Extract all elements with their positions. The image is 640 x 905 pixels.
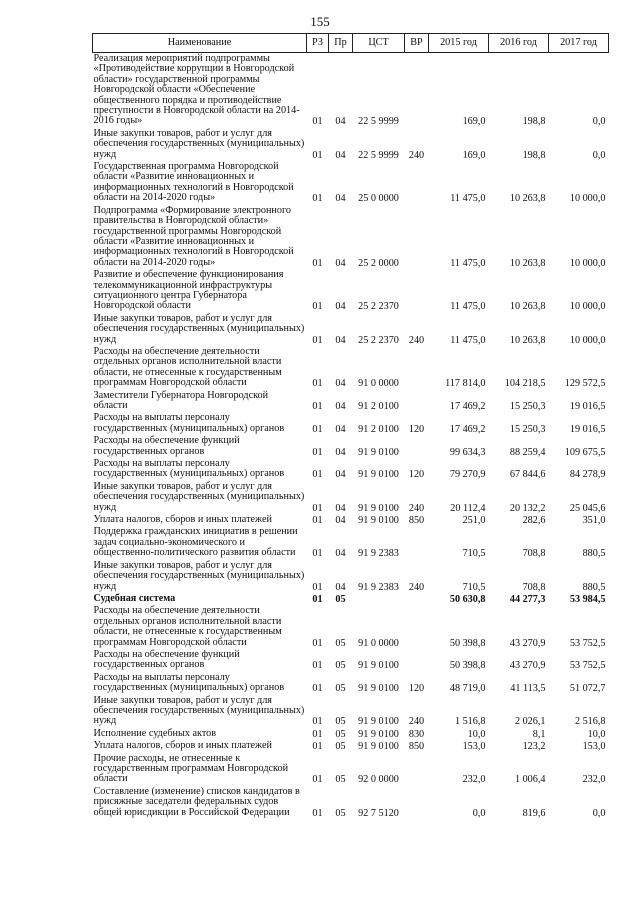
cell-pr: 04: [335, 401, 346, 412]
cell-2017: 880,5: [582, 548, 606, 560]
cell-name: Расходы на выплаты персоналу государственных (муниципальных) органов: [93, 458, 285, 480]
cell-2017: 19 016,5: [569, 423, 606, 435]
cell-name: Расходы на обеспечение функций государственных органов: [93, 648, 240, 671]
cell-vr: [405, 205, 429, 269]
table-row: [93, 695, 609, 728]
cell-pr: 05: [335, 728, 346, 740]
cell-vr: [405, 786, 429, 819]
cell-2015: 99 634,3: [449, 446, 486, 458]
cell-pr: 05: [335, 660, 346, 672]
cell-2017: 232,0: [582, 774, 606, 786]
cell-cst: 91 2 0100: [358, 423, 399, 435]
cell-vr: 240: [408, 149, 425, 161]
cell-rz: 01: [312, 149, 323, 161]
cell-name: Судебная система: [93, 592, 176, 604]
cell-name: Исполнение судебных актов: [93, 727, 217, 739]
cell-name: Расходы на обеспечение функций государственных органов: [93, 435, 240, 457]
cell-vr: [405, 526, 429, 559]
cell-name: Иные закупки товаров, работ и услуг для обеспечения государственных (муниципальных) нужд: [93, 127, 305, 160]
cell-pr: 04: [335, 548, 346, 560]
cell-2017: 880,5: [582, 581, 606, 593]
table-row: [93, 740, 609, 752]
cell-2017: 10 000,0: [569, 334, 606, 346]
cell-name: Уплата налогов, сборов и иных платежей: [93, 514, 272, 526]
cell-rz: 01: [312, 660, 323, 672]
cell-rz: 01: [312, 193, 323, 205]
cell-cst: 25 2 2370: [358, 334, 399, 346]
cell-pr: 04: [335, 446, 346, 458]
header-pr: Пр: [329, 34, 353, 53]
cell-name: Иные закупки товаров, работ и услуг для обеспечения государственных (муниципальных) нужд: [93, 694, 305, 727]
cell-2016: 10 263,8: [509, 193, 546, 205]
header-vr: ВР: [405, 34, 429, 53]
cell-2017: 25 045,6: [569, 502, 606, 514]
cell-2015: 153,0: [462, 741, 486, 753]
cell-cst: 91 9 0100: [358, 683, 399, 695]
table-row: [93, 786, 609, 819]
cell-cst: 92 0 0000: [358, 774, 399, 786]
cell-2015: 710,5: [462, 548, 486, 560]
cell-vr: [405, 161, 429, 205]
table-row: [93, 728, 609, 740]
cell-pr: 04: [335, 257, 346, 269]
cell-2017: 153,0: [582, 741, 606, 753]
cell-name: Уплата налогов, сборов и иных платежей: [93, 740, 272, 752]
cell-rz: 01: [312, 807, 323, 819]
cell-name: Расходы на выплаты персоналу государственных (муниципальных) органов: [93, 671, 285, 694]
cell-2015: 79 270,9: [449, 469, 486, 481]
cell-vr: 240: [408, 502, 425, 514]
cell-cst: 91 9 0100: [358, 660, 399, 672]
cell-2016: 1 006,4: [514, 774, 546, 786]
cell-pr: 04: [335, 515, 346, 527]
cell-cst: 91 2 0100: [358, 401, 399, 412]
budget-table: [92, 33, 609, 819]
cell-2016: 282,6: [522, 515, 546, 527]
cell-2015: 17 469,2: [449, 423, 486, 435]
cell-rz: 01: [312, 116, 323, 128]
cell-rz: 01: [312, 401, 323, 412]
cell-rz: 01: [312, 683, 323, 695]
cell-vr: [405, 390, 429, 413]
cell-vr: [405, 605, 429, 649]
cell-pr: 04: [335, 502, 346, 514]
cell-2015: 11 475,0: [450, 257, 486, 269]
table-row: [93, 481, 609, 514]
cell-cst: 22 5 9999: [358, 149, 399, 161]
cell-2016: 10 263,8: [509, 301, 546, 313]
cell-2017: 129 572,5: [564, 378, 606, 390]
cell-rz: 01: [312, 593, 323, 605]
cell-cst: 91 9 0100: [358, 515, 399, 527]
cell-name: Составление (изменение) списков кандидатов в присяжные заседатели федеральных судов общей юрисдикции в Российской Федерации: [93, 785, 300, 818]
cell-2015: 17 469,2: [449, 401, 486, 412]
cell-2017: 84 278,9: [569, 469, 606, 481]
cell-name: Прочие расходы, не отнесенные к государственным программам Новгородской области: [93, 752, 289, 785]
table-row: [93, 346, 609, 390]
table-row: [93, 128, 609, 161]
cell-2015: 10,0: [467, 728, 486, 740]
table-row: [93, 435, 609, 458]
cell-2016: 708,8: [522, 548, 546, 560]
cell-vr: 120: [408, 423, 425, 435]
cell-cst: 25 2 2370: [358, 301, 399, 313]
cell-2015: 117 814,0: [445, 378, 486, 390]
cell-cst: 91 9 0100: [358, 741, 399, 753]
cell-vr: 120: [408, 683, 425, 695]
cell-rz: 01: [312, 334, 323, 346]
cell-2015: 169,0: [462, 149, 486, 161]
cell-pr: 04: [335, 334, 346, 346]
cell-2015: 50 398,8: [449, 637, 486, 649]
cell-cst: 91 9 2383: [358, 581, 399, 593]
cell-rz: 01: [312, 502, 323, 514]
cell-2016: 44 277,3: [509, 593, 546, 605]
cell-pr: 05: [335, 807, 346, 819]
cell-2017: 53 984,5: [569, 593, 606, 605]
cell-vr: 240: [408, 581, 425, 593]
cell-2015: 251,0: [462, 515, 486, 527]
cell-name: Иные закупки товаров, работ и услуг для обеспечения государственных (муниципальных) нужд: [93, 559, 305, 592]
cell-rz: 01: [312, 637, 323, 649]
cell-2017: 10 000,0: [569, 257, 606, 269]
cell-2016: 10 263,8: [509, 257, 546, 269]
table-row: [93, 672, 609, 695]
header-cst: ЦСТ: [353, 34, 405, 53]
table-row: [93, 458, 609, 481]
cell-pr: 05: [335, 741, 346, 753]
cell-2017: 10 000,0: [569, 193, 606, 205]
cell-cst: 91 9 0100: [358, 446, 399, 458]
cell-name: Расходы на обеспечение деятельности отдельных органов исполнительной власти области, не отнесенные к государственным программам Новгородской области: [93, 345, 282, 389]
cell-2015: 20 112,4: [450, 502, 486, 514]
cell-rz: 01: [312, 741, 323, 753]
cell-cst: 91 9 0100: [358, 469, 399, 481]
table-row: [93, 526, 609, 559]
cell-cst: 91 0 0000: [358, 378, 399, 390]
cell-rz: 01: [312, 469, 323, 481]
cell-name: Расходы на выплаты персоналу государственных (муниципальных) органов: [93, 412, 285, 434]
cell-2017: 53 752,5: [569, 660, 606, 672]
cell-2017: 10 000,0: [569, 301, 606, 313]
table-row: [93, 205, 609, 269]
cell-2016: 15 250,3: [509, 401, 546, 412]
header-2017: 2017 год: [549, 34, 609, 53]
table-row: [93, 412, 609, 435]
cell-vr: 120: [408, 469, 425, 481]
cell-vr: [405, 753, 429, 786]
cell-2016: 8,1: [532, 728, 546, 740]
cell-vr: 830: [408, 728, 425, 740]
cell-pr: 05: [335, 637, 346, 649]
cell-pr: 05: [335, 683, 346, 695]
cell-pr: 04: [335, 116, 346, 128]
cell-2017: 53 752,5: [569, 637, 606, 649]
cell-2017: 109 675,5: [564, 446, 606, 458]
cell-cst: 91 0 0000: [358, 637, 399, 649]
cell-2016: 819,6: [522, 807, 546, 819]
cell-2017: 351,0: [582, 515, 606, 527]
cell-2016: 123,2: [522, 741, 546, 753]
cell-vr: [405, 649, 429, 672]
cell-2015: 48 719,0: [449, 683, 486, 695]
cell-vr: [405, 435, 429, 458]
cell-2015: 50 398,8: [449, 660, 486, 672]
cell-rz: 01: [312, 581, 323, 593]
cell-rz: 01: [312, 257, 323, 269]
cell-2017: 0,0: [592, 149, 606, 161]
cell-2015: 11 475,0: [450, 193, 486, 205]
header-2016: 2016 год: [489, 34, 549, 53]
cell-cst: 25 0 0000: [358, 193, 399, 205]
cell-name: Подпрограмма «Формирование электронного правительства в Новгородской области» государственной программы Новгородской области «Развитие инновационных и информационных технологий в Новгородской области на 2014-2020 годы»: [93, 204, 294, 268]
table-header-row: [93, 34, 609, 53]
cell-2016: 708,8: [522, 581, 546, 593]
cell-2016: 20 132,2: [509, 502, 546, 514]
table-row: [93, 605, 609, 649]
cell-2016: 2 026,1: [514, 716, 546, 728]
cell-2015: 710,5: [462, 581, 486, 593]
cell-name: Иные закупки товаров, работ и услуг для обеспечения государственных (муниципальных) нужд: [93, 480, 305, 513]
cell-2017: 51 072,7: [569, 683, 606, 695]
cell-vr: 240: [408, 716, 425, 728]
cell-2017: 0,0: [592, 807, 606, 819]
cell-name: Расходы на обеспечение деятельности отдельных органов исполнительной власти области, не отнесенные к государственным программам Новгородской области: [93, 605, 282, 648]
cell-2015: 11 475,0: [450, 301, 486, 313]
cell-rz: 01: [312, 301, 323, 313]
cell-rz: 01: [312, 774, 323, 786]
cell-2016: 198,8: [522, 149, 546, 161]
cell-2017: 2 516,8: [574, 716, 606, 728]
cell-name: Государственная программа Новгородской области «Развитие инновационных и информационных технологий в Новгородской области на 2014-2020 годы»: [93, 161, 294, 204]
cell-2015: 169,0: [462, 116, 486, 128]
cell-name: Иные закупки товаров, работ и услуг для обеспечения государственных (муниципальных) нужд: [93, 312, 305, 345]
cell-vr: [405, 346, 429, 390]
cell-pr: 04: [335, 149, 346, 161]
cell-pr: 04: [335, 581, 346, 593]
table-row: [93, 593, 609, 605]
cell-name: Развитие и обеспечение функционирования телекоммуникационной инфраструктуры ситуационного центра Губернатора Новгородской области: [93, 269, 284, 312]
cell-pr: 04: [335, 378, 346, 390]
cell-name: Реализация мероприятий подпрограммы «Противодействие коррупции в Новгородской области» государственной программы Новгородской области «Обеспечение общественного порядка и противодействие преступности в Новгородской области на 2014-2016 годы»: [93, 53, 300, 127]
cell-cst: 22 5 9999: [358, 116, 399, 128]
cell-cst: 91 9 0100: [358, 502, 399, 514]
cell-2016: 43 270,9: [509, 660, 546, 672]
cell-2016: 10 263,8: [509, 334, 546, 346]
header-2015: 2015 год: [429, 34, 489, 53]
cell-pr: 04: [335, 469, 346, 481]
cell-2016: 198,8: [522, 116, 546, 128]
cell-pr: 04: [335, 423, 346, 435]
table-row: [93, 649, 609, 672]
cell-vr: [405, 53, 429, 128]
cell-2017: 19 016,5: [569, 401, 606, 412]
page-number: 155: [310, 14, 330, 29]
table-body: [93, 53, 609, 820]
cell-2015: 11 475,0: [450, 334, 486, 346]
cell-2016: 43 270,9: [509, 637, 546, 649]
cell-pr: 05: [335, 716, 346, 728]
cell-cst: 91 9 0100: [358, 728, 399, 740]
cell-vr: 850: [408, 741, 425, 753]
cell-2017: 10,0: [587, 728, 606, 740]
cell-2015: 1 516,8: [454, 716, 486, 728]
cell-pr: 05: [335, 774, 346, 786]
cell-vr: 850: [408, 515, 425, 527]
table-row: [93, 313, 609, 346]
cell-2016: 15 250,3: [509, 423, 546, 435]
cell-vr: 240: [408, 334, 425, 346]
cell-cst: 92 7 5120: [358, 807, 399, 819]
cell-cst: [353, 593, 405, 605]
table-row: [93, 53, 609, 128]
cell-cst: 91 9 0100: [358, 716, 399, 728]
cell-rz: 01: [312, 515, 323, 527]
table-row: [93, 560, 609, 593]
header-name: Наименование: [93, 34, 307, 53]
cell-vr: [405, 593, 429, 605]
cell-pr: 04: [335, 301, 346, 313]
cell-rz: 01: [312, 378, 323, 390]
cell-vr: [405, 269, 429, 313]
cell-cst: 25 2 0000: [358, 257, 399, 269]
cell-2017: 0,0: [592, 116, 606, 128]
cell-rz: 01: [312, 548, 323, 560]
cell-2015: 232,0: [462, 774, 486, 786]
cell-rz: 01: [312, 423, 323, 435]
cell-2016: 67 844,6: [509, 469, 546, 481]
cell-2015: 50 630,8: [449, 593, 486, 605]
cell-2016: 88 259,4: [509, 446, 546, 458]
cell-rz: 01: [312, 716, 323, 728]
cell-name: Поддержка гражданских инициатив в решении задач социально-экономического и общественно-политического развития области: [93, 526, 298, 559]
cell-pr: 05: [335, 593, 346, 605]
header-rz: РЗ: [307, 34, 329, 53]
cell-2016: 41 113,5: [510, 683, 546, 695]
table-row: [93, 753, 609, 786]
table-row: [93, 161, 609, 205]
cell-pr: 04: [335, 193, 346, 205]
cell-rz: 01: [312, 446, 323, 458]
cell-rz: 01: [312, 728, 323, 740]
cell-cst: 91 9 2383: [358, 548, 399, 560]
table-row: [93, 390, 609, 413]
cell-name: Заместители Губернатора Новгородской области: [93, 389, 269, 411]
table-row: [93, 514, 609, 526]
cell-2015: 0,0: [472, 807, 486, 819]
table-row: [93, 269, 609, 313]
cell-2016: 104 218,5: [504, 378, 546, 390]
